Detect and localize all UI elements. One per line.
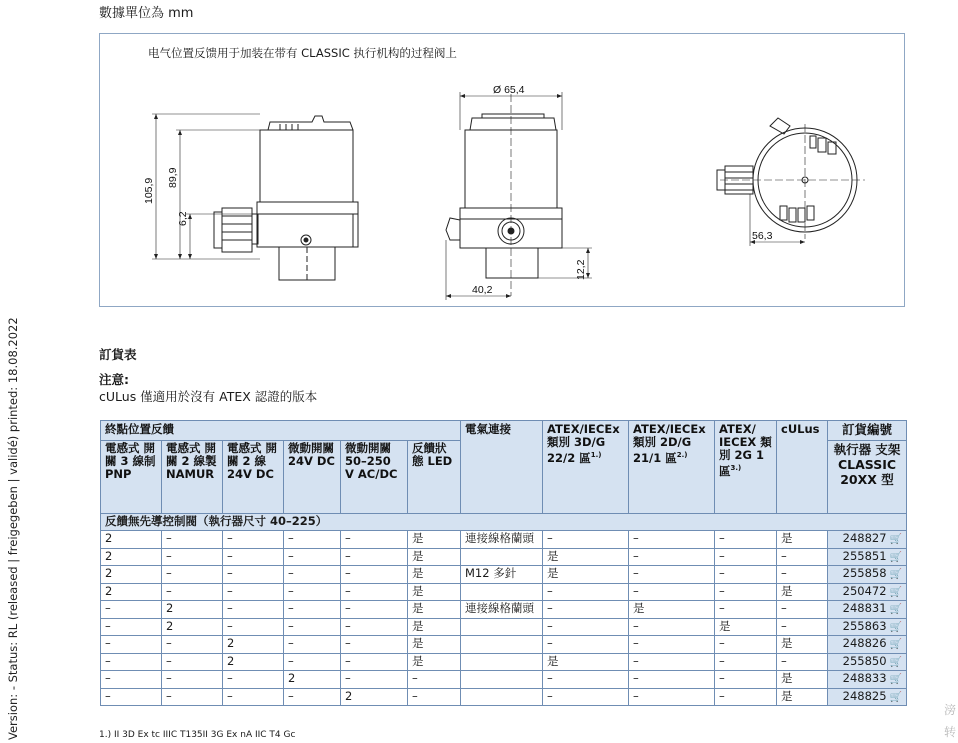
- table-cell: 是: [777, 636, 828, 654]
- header-micro-dc: 微動開關 24V DC: [284, 441, 341, 514]
- table-cell: –: [715, 583, 777, 601]
- table-cell: M12 多針: [461, 566, 543, 584]
- header-order-number: 訂貨編號: [828, 421, 907, 441]
- table-cell: 是: [408, 618, 461, 636]
- table-cell: –: [341, 618, 408, 636]
- table-cell: –: [162, 671, 223, 689]
- dim-total-height: 105,9: [143, 177, 155, 204]
- table-cell: –: [341, 601, 408, 619]
- table-row: [101, 618, 907, 636]
- dim-top-offset: 56,3: [752, 230, 773, 242]
- table-cell: –: [408, 671, 461, 689]
- table-cell: –: [777, 548, 828, 566]
- order-code[interactable]: 248827: [842, 531, 887, 545]
- cart-icon[interactable]: 🛒: [889, 656, 902, 668]
- table-row: [101, 653, 907, 671]
- cart-icon[interactable]: 🛒: [889, 569, 902, 580]
- table-row: [101, 566, 907, 584]
- dimension-drawing: [99, 33, 905, 307]
- table-cell: –: [284, 688, 341, 706]
- table-cell: –: [223, 671, 284, 689]
- header-led: 反饋狀態 LED: [408, 441, 461, 514]
- edge-text: [944, 699, 956, 743]
- table-cell: –: [341, 566, 408, 584]
- table-cell: –: [223, 548, 284, 566]
- table-cell: –: [408, 688, 461, 706]
- order-code-cell[interactable]: [828, 653, 907, 671]
- table-cell: –: [629, 653, 715, 671]
- table-cell: [461, 671, 543, 689]
- dim-diameter: Ø 65,4: [493, 84, 525, 96]
- header-atex-2d: ATEX/IECEx 類別 2D/G 21/1 區$^{2.)}$: [629, 421, 715, 514]
- table-cell: 2: [223, 653, 284, 671]
- table-cell: –: [543, 688, 629, 706]
- header-order-sub: 執行器 支架 CLASSIC 20XX 型: [828, 441, 907, 514]
- table-cell: –: [284, 531, 341, 549]
- table-cell: –: [162, 653, 223, 671]
- cart-icon[interactable]: 🛒: [889, 534, 902, 545]
- table-cell: –: [223, 583, 284, 601]
- table-cell: –: [341, 531, 408, 549]
- table-cell: 2: [101, 548, 162, 566]
- dim-left-width: 40,2: [472, 284, 493, 296]
- table-row: [101, 636, 907, 654]
- table-cell: 2: [162, 601, 223, 619]
- table-cell: –: [284, 548, 341, 566]
- table-cell: 連接線格蘭頭: [461, 601, 543, 619]
- table-row: [101, 531, 907, 549]
- table-cell: 是: [777, 583, 828, 601]
- table-cell: –: [777, 653, 828, 671]
- table-cell: –: [223, 531, 284, 549]
- cart-icon[interactable]: 🛒: [889, 691, 902, 703]
- table-cell: [461, 653, 543, 671]
- table-cell: –: [777, 601, 828, 619]
- table-cell: 2: [101, 531, 162, 549]
- table-row: [101, 548, 907, 566]
- table-cell: –: [543, 636, 629, 654]
- table-cell: –: [101, 688, 162, 706]
- table-cell: –: [284, 583, 341, 601]
- table-cell: 是: [629, 601, 715, 619]
- cart-icon[interactable]: 🛒: [889, 674, 902, 685]
- order-code[interactable]: 250472: [842, 583, 887, 598]
- header-group-feedback: 終點位置反饋: [101, 421, 461, 441]
- order-code[interactable]: 248833: [842, 671, 887, 685]
- table-cell: 2: [101, 566, 162, 584]
- dim-base-height: 6,2: [177, 211, 189, 226]
- top-view-right: [717, 118, 865, 246]
- order-code-cell[interactable]: [828, 548, 907, 566]
- table-row: [101, 601, 907, 619]
- header-atex-2g: ATEX/ IECEX 類別 2G 1 區$^{3.)}$: [715, 421, 777, 514]
- footnote: 1.) II 3D Ex tc IIIC T135II 3G Ex nA IIC T4 Gc: [99, 730, 296, 740]
- table-cell: 是: [408, 601, 461, 619]
- table-cell: –: [341, 671, 408, 689]
- table-cell: –: [629, 618, 715, 636]
- table-cell: 是: [543, 566, 629, 584]
- table-cell: –: [162, 688, 223, 706]
- table-cell: 是: [408, 583, 461, 601]
- order-code[interactable]: 255851: [842, 548, 887, 563]
- table-cell: 是: [715, 618, 777, 636]
- table-cell: 是: [408, 548, 461, 566]
- table-cell: 是: [408, 636, 461, 654]
- order-code[interactable]: 248825: [842, 688, 887, 703]
- table-cell: 連接線格蘭頭: [461, 531, 543, 549]
- table-cell: 2: [223, 636, 284, 654]
- side-version-text: Version: - Status: RL (released | freigegeben | validé) printed: 18.08.2022: [6, 317, 20, 740]
- table-cell: –: [715, 548, 777, 566]
- table-cell: –: [284, 653, 341, 671]
- table-cell: –: [101, 671, 162, 689]
- table-cell: –: [777, 618, 828, 636]
- table-row: [101, 688, 907, 706]
- table-cell: –: [715, 688, 777, 706]
- table-cell: –: [715, 601, 777, 619]
- table-cell: 是: [408, 531, 461, 549]
- edge-char-1: 滂: [944, 703, 957, 717]
- figure-caption: 电气位置反馈用于加装在带有 CLASSIC 执行机构的过程阀上: [148, 46, 457, 60]
- table-cell: –: [543, 601, 629, 619]
- table-cell: –: [162, 636, 223, 654]
- table-cell: 2: [284, 671, 341, 689]
- table-cell: 2: [341, 688, 408, 706]
- table-cell: –: [543, 531, 629, 549]
- table-cell: –: [341, 583, 408, 601]
- front-view-middle: [446, 92, 592, 300]
- table-row: [101, 583, 907, 601]
- header-culus: cULus: [777, 421, 828, 514]
- table-cell: –: [629, 531, 715, 549]
- technical-drawing: [100, 34, 906, 308]
- side-view-left: [152, 114, 358, 280]
- table-cell: –: [223, 618, 284, 636]
- table-cell: –: [162, 548, 223, 566]
- table-cell: –: [715, 671, 777, 689]
- section-row: 反饋無先導控制閥（執行器尺寸 40–225）: [101, 514, 907, 531]
- order-code[interactable]: 248831: [842, 601, 887, 615]
- dim-bottom-height: 12,2: [575, 259, 587, 280]
- cart-icon[interactable]: 🛒: [889, 551, 902, 563]
- table-cell: 是: [408, 566, 461, 584]
- units-label: 數據單位為 mm: [99, 6, 194, 21]
- order-code-cell[interactable]: [828, 671, 907, 689]
- table-cell: –: [341, 548, 408, 566]
- table-cell: [461, 618, 543, 636]
- table-cell: –: [162, 583, 223, 601]
- table-cell: 是: [777, 671, 828, 689]
- table-cell: –: [715, 636, 777, 654]
- table-cell: –: [629, 583, 715, 601]
- table-cell: 是: [777, 688, 828, 706]
- order-code-cell[interactable]: [828, 636, 907, 654]
- table-cell: –: [284, 566, 341, 584]
- order-table: [100, 420, 907, 706]
- table-cell: –: [715, 653, 777, 671]
- header-micro-ac: 微動開關 50–250 V AC/DC: [341, 441, 408, 514]
- dim-body-height: 89,9: [167, 167, 179, 188]
- header-2wire: 電感式 開關 2 線 24V DC: [223, 441, 284, 514]
- table-cell: –: [341, 653, 408, 671]
- table-cell: –: [543, 583, 629, 601]
- table-cell: –: [101, 601, 162, 619]
- table-row: [101, 671, 907, 689]
- header-electrical: 電氣連接: [461, 421, 543, 514]
- table-cell: –: [223, 601, 284, 619]
- table-cell: –: [284, 618, 341, 636]
- table-cell: [461, 636, 543, 654]
- table-cell: –: [777, 566, 828, 584]
- header-atex-3d: ATEX/IECEx 類別 3D/G 22/2 區$^{1.)}$: [543, 421, 629, 514]
- cart-icon[interactable]: 🛒: [889, 586, 902, 598]
- note-label: 注意:: [99, 372, 129, 387]
- cart-icon[interactable]: 🛒: [889, 639, 902, 650]
- edge-char-2: 转: [944, 725, 957, 739]
- order-code-cell[interactable]: [828, 583, 907, 601]
- table-cell: –: [629, 548, 715, 566]
- order-code[interactable]: 255858: [842, 566, 887, 580]
- order-code-cell[interactable]: [828, 601, 907, 619]
- table-cell: 是: [543, 653, 629, 671]
- section-title: 訂貨表: [99, 347, 137, 362]
- table-cell: –: [101, 636, 162, 654]
- table-cell: –: [284, 601, 341, 619]
- table-cell: –: [629, 671, 715, 689]
- table-cell: [461, 548, 543, 566]
- table-cell: 2: [101, 583, 162, 601]
- table-cell: 是: [777, 531, 828, 549]
- table-cell: –: [341, 636, 408, 654]
- table-cell: –: [162, 566, 223, 584]
- table-cell: –: [543, 618, 629, 636]
- order-code-cell[interactable]: [828, 688, 907, 706]
- order-code[interactable]: 255863: [842, 618, 887, 633]
- order-code-cell[interactable]: [828, 566, 907, 584]
- table-cell: –: [629, 566, 715, 584]
- table-cell: –: [223, 688, 284, 706]
- table-cell: –: [543, 671, 629, 689]
- table-cell: [461, 688, 543, 706]
- table-cell: –: [715, 531, 777, 549]
- table-cell: –: [284, 636, 341, 654]
- order-code-cell[interactable]: [828, 531, 907, 549]
- header-namur: 電感式 開關 2 線製 NAMUR: [162, 441, 223, 514]
- table-cell: –: [162, 531, 223, 549]
- table-cell: –: [101, 618, 162, 636]
- order-code[interactable]: 248826: [842, 636, 887, 650]
- table-cell: –: [629, 688, 715, 706]
- table-cell: –: [223, 566, 284, 584]
- header-pnp: 電感式 開關 3 線制 PNP: [101, 441, 162, 514]
- order-code-cell[interactable]: [828, 618, 907, 636]
- table-cell: 2: [162, 618, 223, 636]
- table-cell: –: [629, 636, 715, 654]
- order-code[interactable]: 255850: [842, 653, 887, 668]
- table-cell: 是: [543, 548, 629, 566]
- table-cell: 是: [408, 653, 461, 671]
- note-text: cULus 僅適用於沒有 ATEX 認證的版本: [99, 389, 318, 404]
- table-cell: [461, 583, 543, 601]
- cart-icon[interactable]: 🛒: [889, 604, 902, 615]
- table-cell: –: [101, 653, 162, 671]
- table-cell: –: [715, 566, 777, 584]
- cart-icon[interactable]: 🛒: [889, 621, 902, 633]
